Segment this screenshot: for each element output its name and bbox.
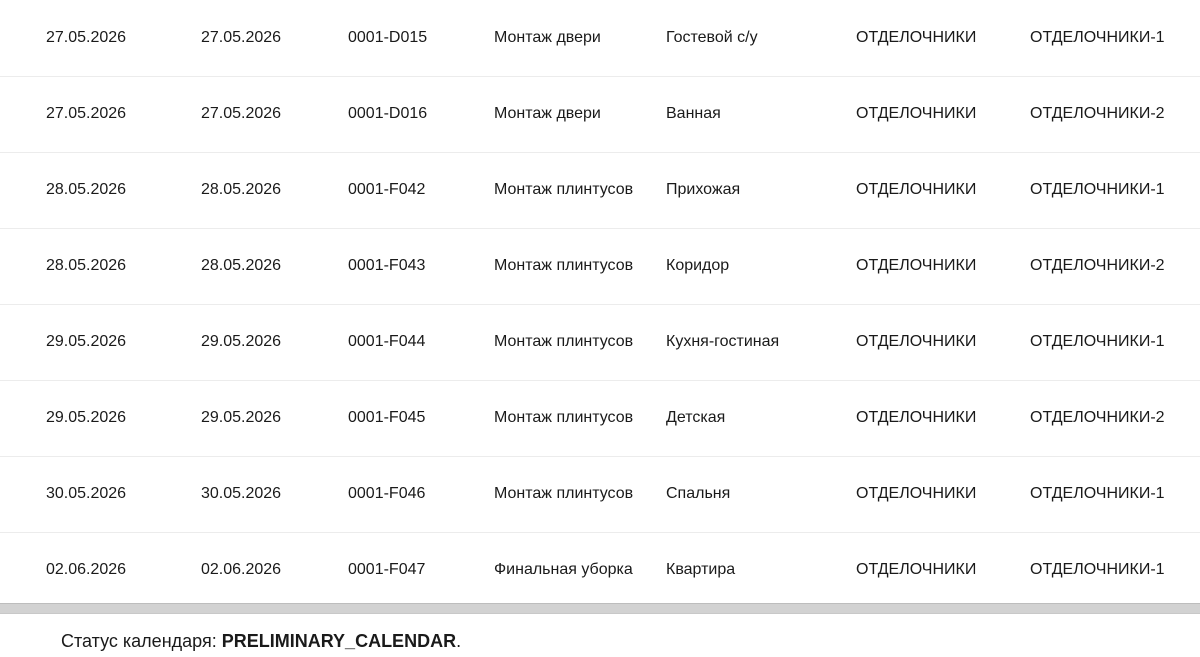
table-row (0, 229, 1200, 305)
work-name-cell: Монтаж плинтусов (494, 229, 666, 305)
table-row (0, 305, 1200, 381)
work-name-cell: Монтаж плинтусов (494, 305, 666, 381)
end-date-cell: 02.06.2026 (201, 533, 348, 604)
task-code-cell: 0001-F047 (348, 533, 494, 604)
room-cell: Прихожая (666, 153, 856, 229)
crew-cell: ОТДЕЛОЧНИКИ-1 (1030, 533, 1200, 604)
table-row (0, 457, 1200, 533)
crew-type-cell: ОТДЕЛОЧНИКИ (856, 457, 1030, 533)
task-code-cell: 0001-D015 (348, 0, 494, 77)
work-name-cell: Финальная уборка (494, 533, 666, 604)
room-cell: Детская (666, 381, 856, 457)
crew-type-cell: ОТДЕЛОЧНИКИ (856, 305, 1030, 381)
work-name-cell: Монтаж двери (494, 77, 666, 153)
table-row (0, 0, 1200, 77)
crew-type-cell: ОТДЕЛОЧНИКИ (856, 153, 1030, 229)
crew-cell: ОТДЕЛОЧНИКИ-2 (1030, 77, 1200, 153)
work-name-cell: Монтаж плинтусов (494, 457, 666, 533)
task-code-cell: 0001-F046 (348, 457, 494, 533)
work-name-cell: Монтаж плинтусов (494, 153, 666, 229)
room-cell: Гостевой с/у (666, 0, 856, 77)
crew-cell: ОТДЕЛОЧНИКИ-1 (1030, 305, 1200, 381)
crew-cell: ОТДЕЛОЧНИКИ-1 (1030, 153, 1200, 229)
room-cell: Ванная (666, 77, 856, 153)
task-code-cell: 0001-F044 (348, 305, 494, 381)
section-divider (0, 603, 1200, 614)
calendar-status-label: Статус календаря: (61, 631, 222, 651)
table-row (0, 77, 1200, 153)
crew-type-cell: ОТДЕЛОЧНИКИ (856, 533, 1030, 604)
calendar-status-suffix: . (456, 631, 462, 651)
room-cell: Спальня (666, 457, 856, 533)
end-date-cell: 27.05.2026 (201, 77, 348, 153)
crew-type-cell: ОТДЕЛОЧНИКИ (856, 229, 1030, 305)
start-date-cell: 28.05.2026 (0, 229, 201, 305)
room-cell: Квартира (666, 533, 856, 604)
end-date-cell: 28.05.2026 (201, 153, 348, 229)
end-date-cell: 28.05.2026 (201, 229, 348, 305)
calendar-status (0, 614, 1200, 657)
crew-cell: ОТДЕЛОЧНИКИ-2 (1030, 381, 1200, 457)
start-date-cell: 02.06.2026 (0, 533, 201, 604)
task-code-cell: 0001-D016 (348, 77, 494, 153)
start-date-cell: 28.05.2026 (0, 153, 201, 229)
end-date-cell: 30.05.2026 (201, 457, 348, 533)
crew-type-cell: ОТДЕЛОЧНИКИ (856, 381, 1030, 457)
task-code-cell: 0001-F042 (348, 153, 494, 229)
task-code-cell: 0001-F043 (348, 229, 494, 305)
table-row (0, 381, 1200, 457)
table-row (0, 533, 1200, 604)
crew-cell: ОТДЕЛОЧНИКИ-1 (1030, 0, 1200, 77)
start-date-cell: 27.05.2026 (0, 0, 201, 77)
calendar-status-value: PRELIMINARY_CALENDAR (221, 631, 457, 651)
crew-type-cell: ОТДЕЛОЧНИКИ (856, 77, 1030, 153)
end-date-cell: 29.05.2026 (201, 305, 348, 381)
room-cell: Кухня-гостиная (666, 305, 856, 381)
start-date-cell: 30.05.2026 (0, 457, 201, 533)
end-date-cell: 27.05.2026 (201, 0, 348, 77)
crew-cell: ОТДЕЛОЧНИКИ-1 (1030, 457, 1200, 533)
crew-cell: ОТДЕЛОЧНИКИ-2 (1030, 229, 1200, 305)
end-date-cell: 29.05.2026 (201, 381, 348, 457)
task-code-cell: 0001-F045 (348, 381, 494, 457)
table-row (0, 153, 1200, 229)
work-name-cell: Монтаж плинтусов (494, 381, 666, 457)
work-name-cell: Монтаж двери (494, 0, 666, 77)
start-date-cell: 29.05.2026 (0, 381, 201, 457)
room-cell: Коридор (666, 229, 856, 305)
crew-type-cell: ОТДЕЛОЧНИКИ (856, 0, 1030, 77)
start-date-cell: 29.05.2026 (0, 305, 201, 381)
start-date-cell: 27.05.2026 (0, 77, 201, 153)
